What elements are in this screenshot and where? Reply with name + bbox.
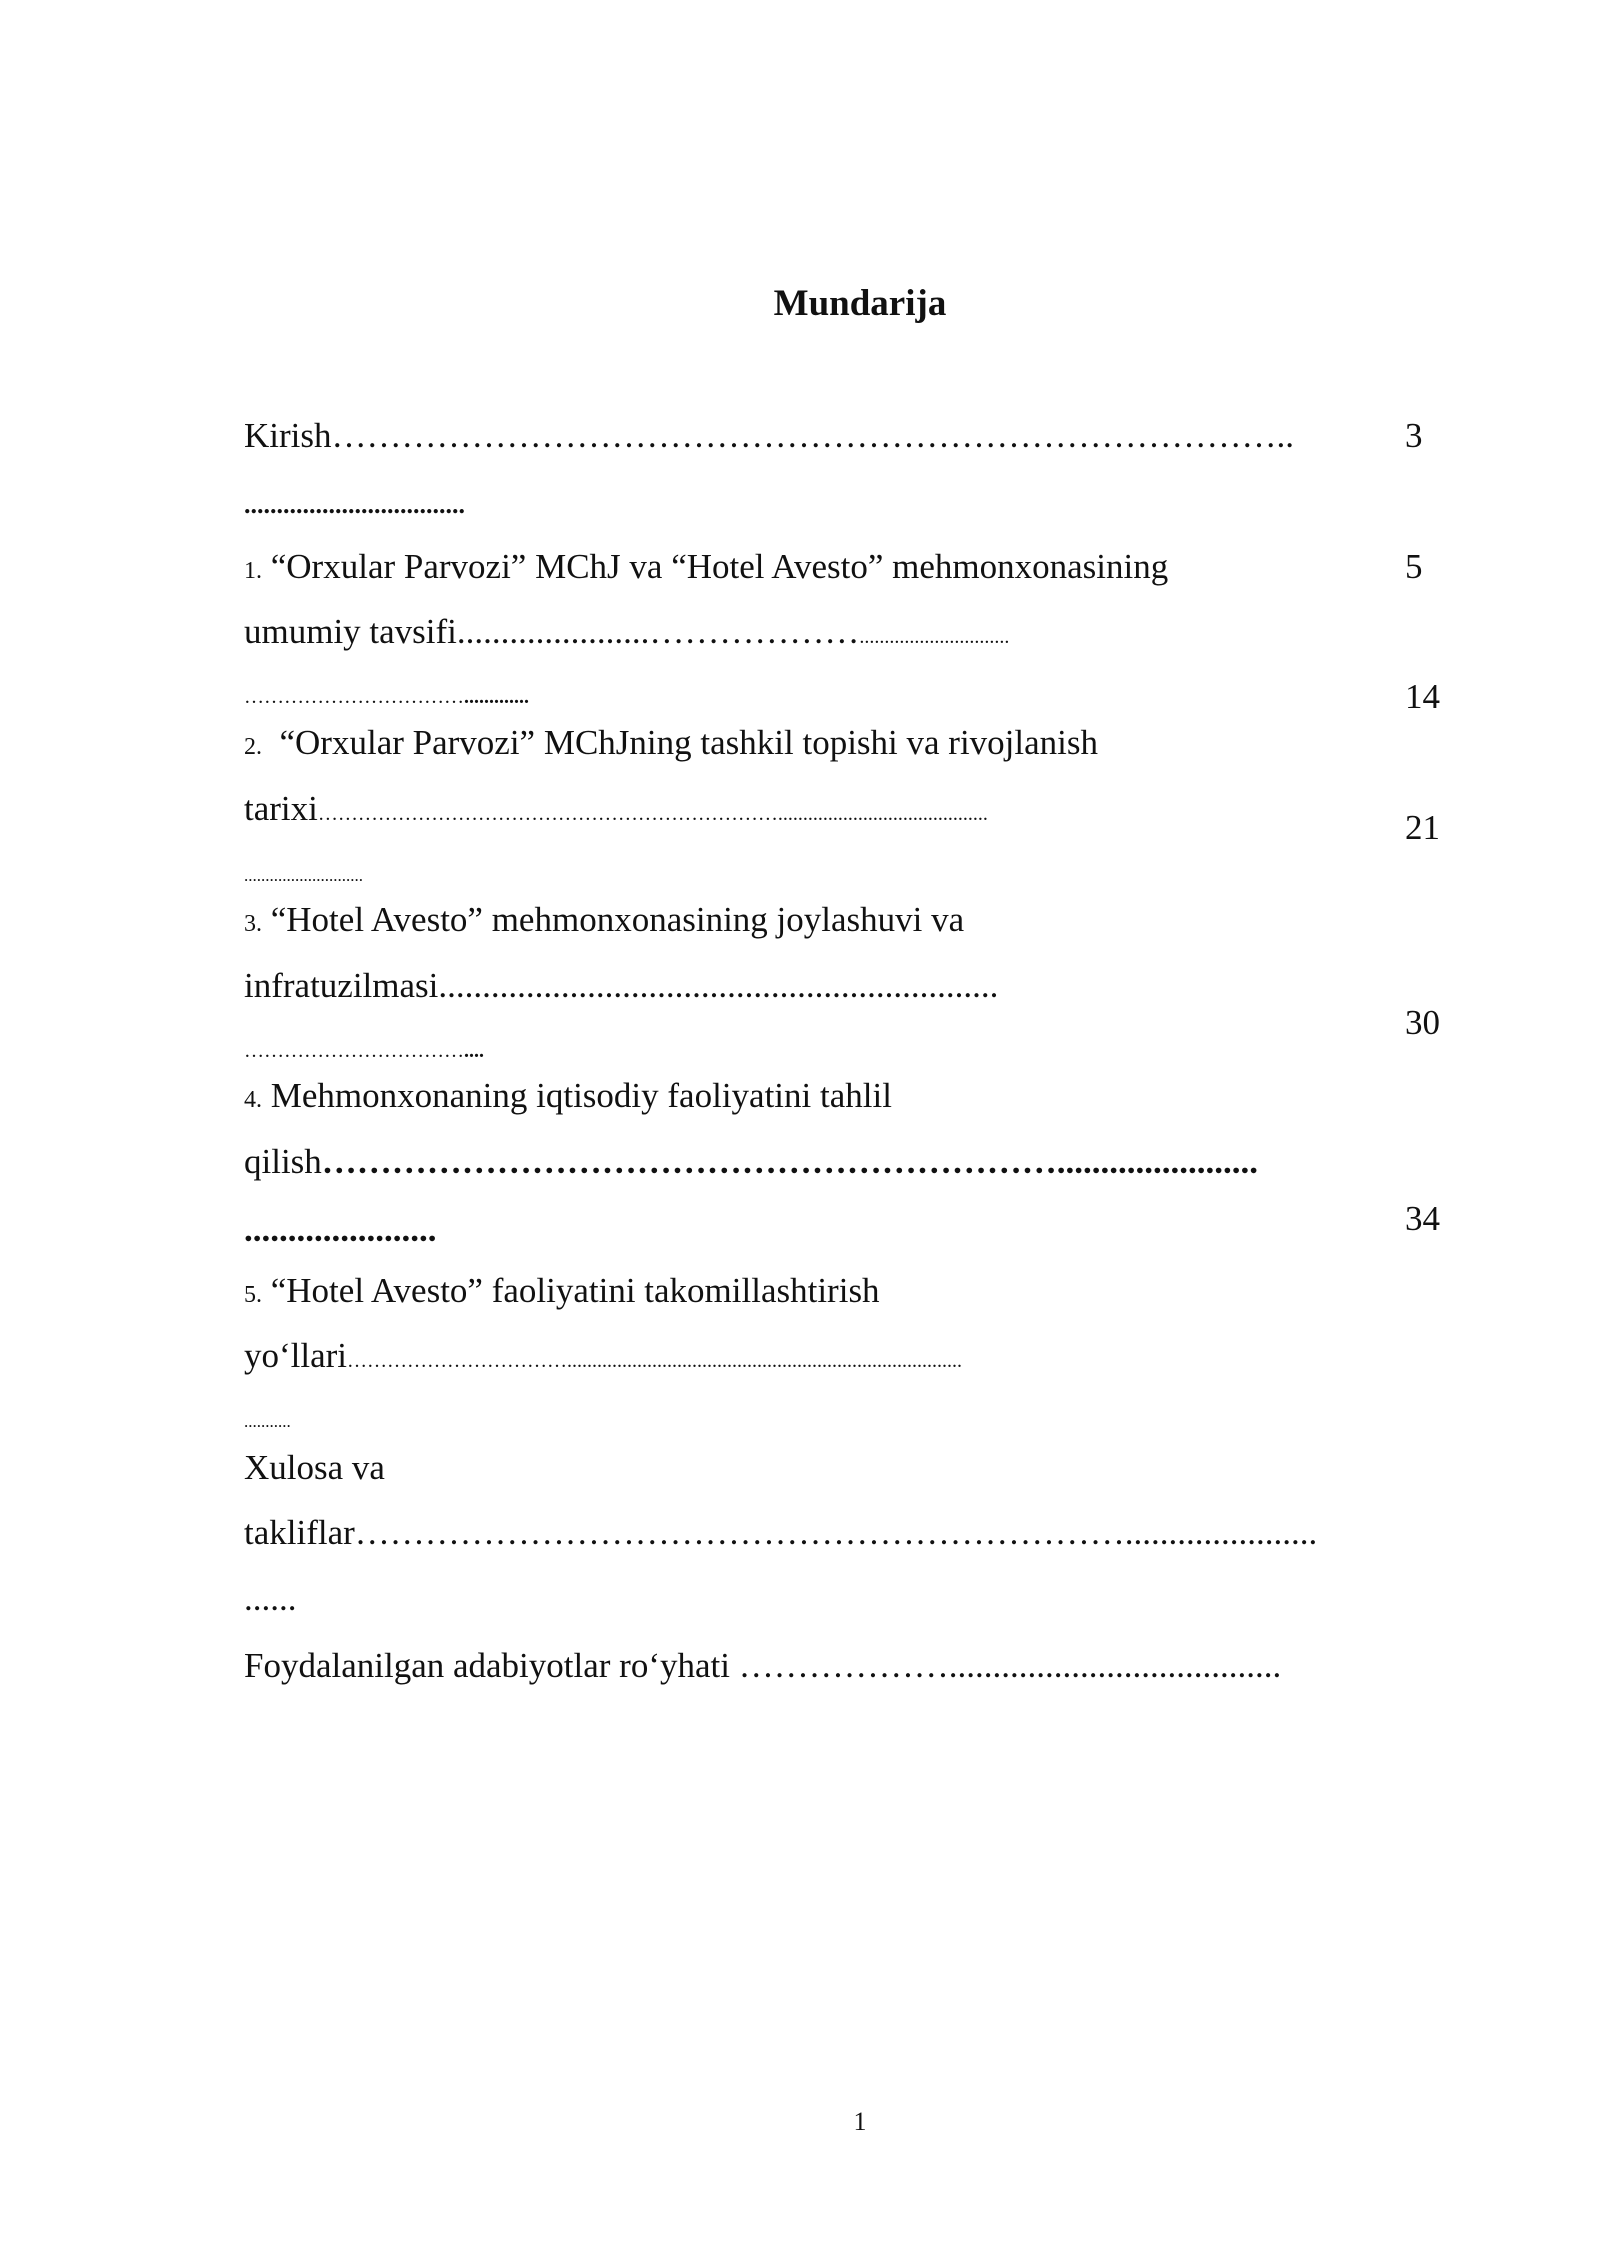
leader-dots: …………………………… bbox=[347, 1350, 568, 1372]
entry-label: Kirish bbox=[244, 416, 332, 455]
entry-number: 5. bbox=[244, 1282, 262, 1308]
page-number: 30 bbox=[1405, 1003, 1440, 1042]
toc-entry-1 bbox=[244, 545, 1168, 593]
entry-number: 2. bbox=[244, 734, 262, 760]
page-number: 3 bbox=[1405, 416, 1423, 455]
leader-dots: ...................... bbox=[1124, 1513, 1318, 1552]
toc-entry-2 bbox=[244, 721, 1098, 769]
toc-entry-4-line2 bbox=[244, 1140, 1258, 1184]
leader-dots-continued bbox=[244, 848, 363, 898]
leader-dots: ...................... bbox=[456, 612, 650, 651]
leader-dots: ...................................... bbox=[948, 1646, 1282, 1685]
entry-label: Xulosa va bbox=[244, 1448, 385, 1487]
toc-entry-xulosa bbox=[244, 1446, 385, 1490]
leader-dots: .............................. bbox=[859, 626, 1010, 648]
toc-entry-adabiyotlar bbox=[244, 1644, 1281, 1688]
entry-label: takliflar bbox=[244, 1513, 355, 1552]
entry-number: 3. bbox=[244, 911, 262, 937]
entry-label: Foydalanilgan adabiyotlar ro‘yhati bbox=[244, 1646, 730, 1685]
leader-dots-continued bbox=[244, 670, 529, 719]
entry-label: tarixi bbox=[244, 789, 318, 828]
toc-title: Mundarija bbox=[773, 283, 947, 324]
toc-entry-4 bbox=[244, 1074, 892, 1122]
entry-label: “Orxular Parvozi” MChJ va “Hotel Avesto” mehmonxonasining bbox=[270, 547, 1169, 586]
leader-dots-continued bbox=[244, 1577, 297, 1621]
leader-dots: ...... bbox=[244, 1579, 297, 1618]
leader-dots-continued bbox=[244, 1208, 437, 1252]
leader-dots: ............................................................................... bbox=[567, 1350, 963, 1372]
leader-dots: …………………………………………………………… bbox=[317, 803, 778, 825]
leader-dots: .................................. bbox=[244, 490, 465, 519]
leader-dots: ...................... bbox=[244, 1210, 437, 1249]
toc-entry-5-line2 bbox=[244, 1334, 962, 1383]
leader-dots: ……………… bbox=[649, 612, 860, 651]
leader-dots: .......................................... bbox=[777, 803, 988, 825]
leader-dots: ……………… bbox=[729, 1646, 949, 1685]
page-number: 14 bbox=[1405, 677, 1440, 716]
leader-dots: …………………………… bbox=[244, 1040, 464, 1062]
entry-label: infratuzilmasi bbox=[244, 966, 439, 1005]
page-number: 21 bbox=[1405, 808, 1440, 847]
toc-entry-2-line2 bbox=[244, 787, 988, 836]
leader-dots-continued bbox=[244, 1024, 484, 1073]
leader-dots: ............. bbox=[464, 686, 529, 708]
leader-dots: ....................... bbox=[1056, 1142, 1259, 1181]
leader-dots-continued bbox=[244, 480, 465, 527]
footer-page-number: 1 bbox=[853, 2107, 867, 2136]
leader-dots: ............................ bbox=[244, 866, 363, 885]
toc-entry-kirish bbox=[244, 414, 1294, 458]
leader-dots: ………………………………………………………… bbox=[354, 1513, 1125, 1552]
leader-dots: ……………………………………………………………………….. bbox=[331, 416, 1294, 455]
leader-dots: ................................................................ bbox=[438, 966, 999, 1005]
leader-dots-continued bbox=[244, 1394, 291, 1444]
toc-entry-1-line2 bbox=[244, 610, 1009, 659]
toc-entry-3-line2 bbox=[244, 964, 998, 1008]
leader-dots: …………………………… bbox=[244, 686, 464, 708]
entry-label: “Hotel Avesto” mehmonxonasining joylashuvi va bbox=[270, 900, 965, 939]
entry-label: Mehmonxonaning iqtisodiy faoliyatini tahlil bbox=[270, 1076, 892, 1115]
page-number: 5 bbox=[1405, 547, 1423, 586]
entry-number: 1. bbox=[244, 558, 262, 584]
leader-dots: ……………………………………………………… bbox=[321, 1142, 1057, 1181]
entry-label: yo‘llari bbox=[244, 1336, 348, 1375]
leader-dots: ........... bbox=[244, 1412, 291, 1431]
entry-label: umumiy tavsifi bbox=[244, 612, 457, 651]
toc-entry-3 bbox=[244, 898, 964, 946]
leader-dots: .... bbox=[464, 1040, 484, 1062]
entry-label: qilish bbox=[244, 1142, 322, 1181]
page-number: 34 bbox=[1405, 1199, 1440, 1238]
entry-label: “Orxular Parvozi” MChJning tashkil topishi va rivojlanish bbox=[279, 723, 1099, 762]
entry-number: 4. bbox=[244, 1087, 262, 1113]
toc-entry-5 bbox=[244, 1269, 880, 1317]
toc-entry-xulosa-line2 bbox=[244, 1511, 1317, 1555]
entry-label: “Hotel Avesto” faoliyatini takomillashtirish bbox=[270, 1271, 880, 1310]
